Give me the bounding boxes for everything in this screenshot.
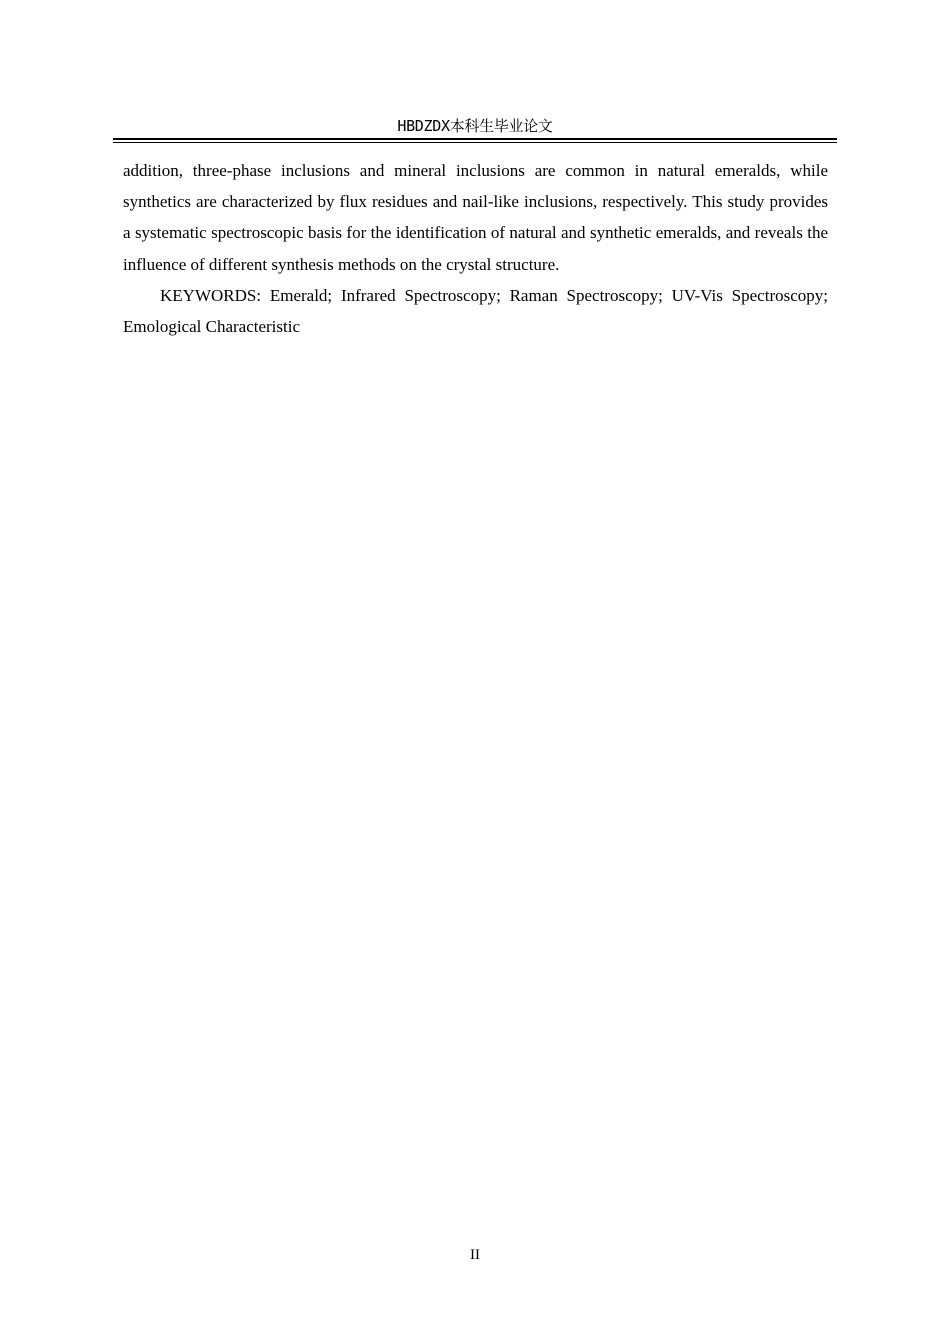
abstract-body xyxy=(123,155,828,342)
abstract-paragraph: addition, three-phase inclusions and mineral inclusions are common in natural emeralds, while synthetics are characterized by flux residues and nail-like inclusions, respectively. This study provides a systematic spectroscopic basis for the identification of natural and synthetic emeralds, and reveals the influence of different synthesis methods on the crystal structure. xyxy=(123,161,828,274)
keywords-line: KEYWORDS: Emerald; Infrared Spectroscopy; Raman Spectroscopy; UV-Vis Spectroscopy; Emological Characteristic xyxy=(123,285,828,337)
header-double-rule xyxy=(113,138,837,143)
page-number: II xyxy=(470,1247,480,1263)
running-header: HBDZDX本科生毕业论文 xyxy=(397,117,553,135)
